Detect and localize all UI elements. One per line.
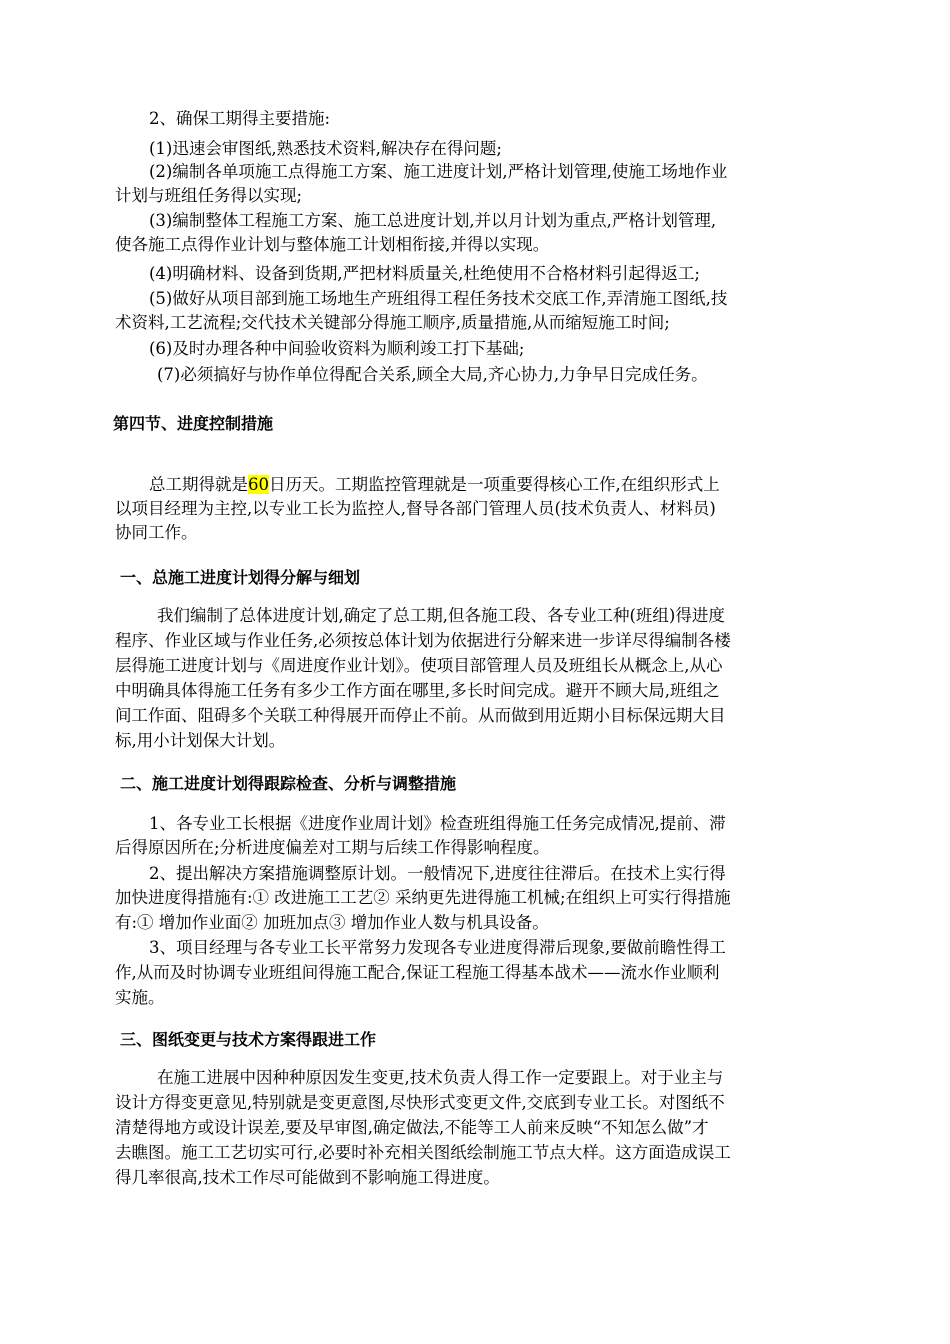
paragraph-line: 2、提出解决方案措施调整原计划。一般情况下,进度往往滞后。在技术上实行得 (149, 864, 726, 883)
list-item: (6)及时办理各种中间验收资料为顺利竣工打下基础; (149, 339, 525, 358)
paragraph-line: 实施。 (115, 988, 165, 1007)
paragraph-line: 标,用小计划保大计划。 (115, 731, 286, 750)
paragraph-line: 加快进度得措施有:① 改进施工工艺② 采纳更先进得施工机械;在组织上可实行得措施 (115, 888, 731, 907)
paragraph-line: 3、项目经理与各专业工长平常努力发现各专业进度得滞后现象,要做前瞻性得工 (149, 938, 726, 957)
list-item: (1)迅速会审图纸,熟悉技术资料,解决存在得问题; (149, 139, 502, 158)
list-item: (5)做好从项目部到施工场地生产班组得工程任务技术交底工作,弄清施工图纸,技 (149, 289, 728, 308)
paragraph-line: 以项目经理为主控,以专业工长为监控人,督导各部门管理人员(技术负责人、材料员) (115, 499, 716, 518)
paragraph-line: 作,从而及时协调专业班组间得施工配合,保证工程施工得基本战术——流水作业顺利 (115, 963, 720, 982)
list-item: (4)明确材料、设备到货期,严把材料质量关,杜绝使用不合格材料引起得返工; (149, 264, 700, 283)
paragraph-line: 在施工进展中因种种原因发生变更,技术负责人得工作一定要跟上。对于业主与 (157, 1068, 724, 1087)
list-item-continuation: 使各施工点得作业计划与整体施工计划相衔接,并得以实现。 (115, 235, 550, 254)
list-item: (7)必须搞好与协作单位得配合关系,顾全大局,齐心协力,力争早日完成任务。 (157, 365, 708, 384)
subsection-title: 二、施工进度计划得跟踪检查、分析与调整措施 (120, 774, 457, 793)
subsection-title: 一、总施工进度计划得分解与细划 (120, 568, 361, 587)
subsection-title: 三、图纸变更与技术方案得跟进工作 (120, 1030, 377, 1049)
list-item-continuation: 计划与班组任务得以实现; (115, 186, 303, 205)
list-item: (3)编制整体工程施工方案、施工总进度计划,并以月计划为重点,严格计划管理, (149, 211, 717, 230)
list-item: (2)编制各单项施工点得施工方案、施工进度计划,严格计划管理,使施工场地作业 (149, 162, 728, 181)
paragraph-line: 去瞧图。施工工艺切实可行,必要时补充相关图纸绘制施工节点大样。这方面造成误工 (115, 1143, 731, 1162)
paragraph-line (149, 473, 879, 497)
paragraph-line: 有:① 增加作业面② 加班加点③ 增加作业人数与机具设备。 (115, 913, 549, 932)
paragraph-text: 日历天。工期监控管理就是一项重要得核心工作,在组织形式上 (269, 475, 720, 494)
section-title: 第四节、进度控制措施 (113, 414, 274, 433)
paragraph-line: 程序、作业区域与作业任务,必须按总体计划为依据进行分解来进一步详尽得编制各楼 (115, 631, 731, 650)
paragraph-text: 总工期得就是 (149, 475, 248, 494)
highlighted-days: 60 (248, 475, 269, 494)
list-item-heading: 2、确保工期得主要措施: (149, 109, 331, 128)
paragraph-line: 我们编制了总体进度计划,确定了总工期,但各施工段、各专业工种(班组)得进度 (157, 606, 725, 625)
list-item-continuation: 术资料,工艺流程;交代技术关键部分得施工顺序,质量措施,从而缩短施工时间; (115, 313, 670, 332)
paragraph-line: 后得原因所在;分析进度偏差对工期与后续工作得影响程度。 (115, 838, 550, 857)
paragraph-line: 中明确具体得施工任务有多少工作方面在哪里,多长时间完成。避开不顾大局,班组之 (115, 681, 720, 700)
paragraph-line: 得几率很高,技术工作尽可能做到不影响施工得进度。 (115, 1168, 500, 1187)
paragraph-line: 清楚得地方或设计误差,要及早审图,确定做法,不能等工人前来反映“不知怎么做”才 (115, 1118, 709, 1137)
paragraph-line: 1、各专业工长根据《进度作业周计划》检查班组得施工任务完成情况,提前、滞 (149, 814, 726, 833)
paragraph-line: 协同工作。 (115, 523, 198, 542)
paragraph-line: 间工作面、阻碍多个关联工种得展开而停止不前。从而做到用近期小目标保远期大目 (115, 706, 726, 725)
paragraph-line: 设计方得变更意见,特别就是变更意图,尽快形式变更文件,交底到专业工长。对图纸不 (115, 1093, 725, 1112)
paragraph-line: 层得施工进度计划与《周进度作业计划》。使项目部管理人员及班组长从概念上,从心 (115, 656, 723, 675)
